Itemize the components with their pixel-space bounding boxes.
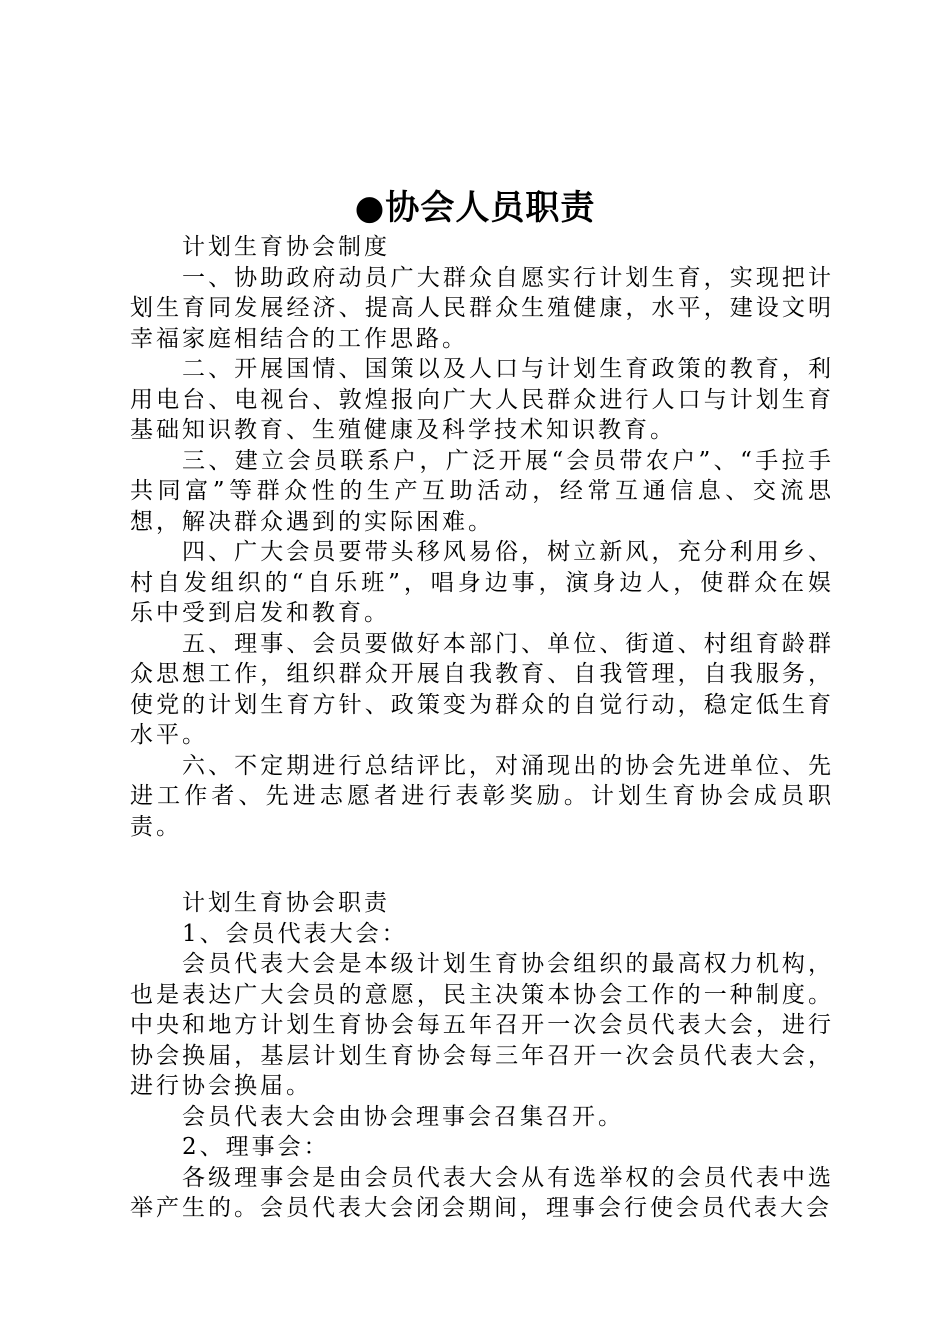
section-heading-duties: 计划生育协会职责 — [182, 890, 390, 916]
subheading-congress: 1、会员代表大会： — [182, 920, 408, 947]
paragraph-item-1: 一、协助政府动员广大群众自愿实行计划生育，实现把计划生育同发展经济、提高人民群众生殖健康，水平，建设文明幸福家庭相结合的工作思路。 — [130, 264, 834, 352]
paragraph-item-5: 五、理事、会员要做好本部门、单位、街道、村组育龄群众思想工作，组织群众开展自我教育、自我管理，自我服务，使党的计划生育方针、政策变为群众的自觉行动，稳定低生育水平。 — [130, 630, 834, 748]
paragraph-spacer — [130, 842, 834, 888]
paragraph-congress-convene: 会员代表大会由协会理事会召集召开。 — [182, 1103, 624, 1130]
document-title: ●协会人员职责 — [354, 188, 596, 228]
document-body — [130, 232, 834, 1224]
section-heading-system: 计划生育协会制度 — [182, 234, 390, 260]
paragraph-item-4: 四、广大会员要带头移风易俗，树立新风，充分利用乡、村自发组织的“自乐班”，唱身边事，演身边人，使群众在娱乐中受到启发和教育。 — [130, 539, 834, 626]
paragraph-council: 各级理事会是由会员代表大会从有选举权的会员代表中选举产生的。会员代表大会闭会期间，理事会行使会员代表大会 — [130, 1164, 834, 1221]
subheading-council: 2、理事会： — [182, 1134, 330, 1160]
paragraph-item-2: 二、开展国情、国策以及人口与计划生育政策的教育，利用电台、电视台、敦煌报向广大人民群众进行人口与计划生育基础知识教育、生殖健康及科学技术知识教育。 — [130, 356, 834, 443]
paragraph-item-6: 六、不定期进行总结评比，对涌现出的协会先进单位、先进工作者、先进志愿者进行表彰奖励。计划生育协会成员职责。 — [130, 752, 834, 840]
paragraph-item-3: 三、建立会员联系户，广泛开展“会员带农户”、“手拉手共同富”等群众性的生产互助活动，经常互通信息、交流思想，解决群众遇到的实际困难。 — [130, 447, 834, 535]
paragraph-congress: 会员代表大会是本级计划生育协会组织的最高权力机构，也是表达广大会员的意愿，民主决策本协会工作的一种制度。中央和地方计划生育协会每五年召开一次会员代表大会，进行协会换届，基层计划生育协会每三年召开一次会员代表大会，进行协会换届。 — [130, 951, 834, 1099]
